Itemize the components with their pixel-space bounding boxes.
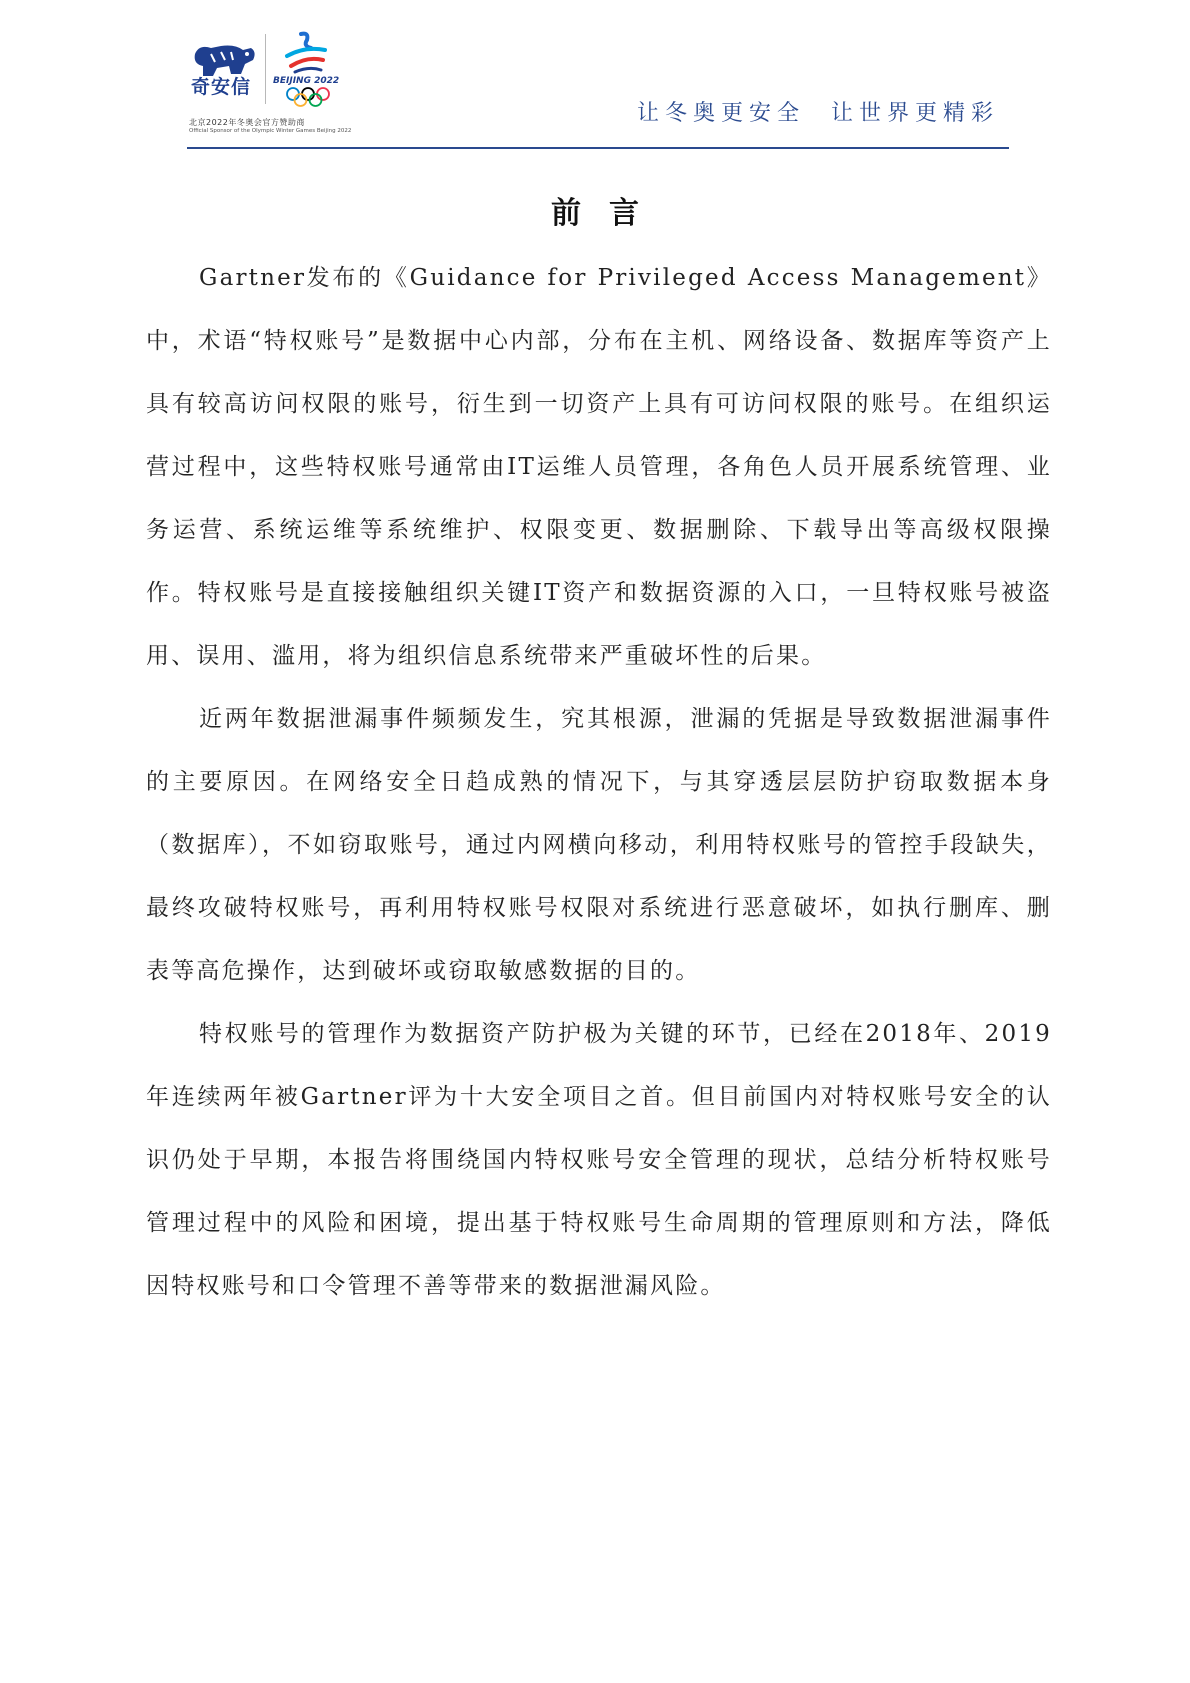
page-header (187, 28, 1009, 150)
header-slogan: 让冬奥更安全 让世界更精彩 (637, 101, 999, 126)
sponsor-caption-en: Official Sponsor of the Olympic Winter Games Beijing 2022 (189, 128, 352, 134)
beijing-2022-text: BEIJING 2022 (273, 76, 340, 86)
paragraph-2: 近两年数据泄漏事件频频发生，究其根源，泄漏的凭据是导致数据泄漏事件的主要原因。在网络安全日趋成熟的情况下，与其穿透层层防护窃取数据本身（数据库），不如窃取账号，通过内网横向移动，利用特权账号的管控手段缺失，最终攻破特权账号，再利用特权账号权限对系统进行恶意破坏，如执行删库、删表等高危操作，达到破坏或窃取敏感数据的目的。 (146, 706, 1052, 984)
header-divider (187, 147, 1009, 149)
olympic-rings-icon (285, 86, 331, 108)
qax-brand-name: 奇安信 (191, 76, 252, 98)
paragraph-1: Gartner发布的《Guidance for Privileged Access Management》中，术语“特权账号”是数据中心内部，分布在主机、网络设备、数据库等资产上具有较高访问权限的账号，衍生到一切资产上具有可访问权限的账号。在组织运营过程中，这些特权账号通常由IT运维人员管理，各角色人员开展系统管理、业务运营、系统运维等系统维护、权限变更、数据删除、下载导出等高级权限操作。特权账号是直接接触组织关键IT资产和数据资源的入口，一旦特权账号被盗用、误用、滥用，将为组织信息系统带来严重破坏性的后果。 (146, 265, 1052, 669)
logo-divider (265, 34, 266, 104)
sponsor-caption-cn: 北京2022年冬奥会官方赞助商 (189, 118, 305, 127)
page-title: 前言 (551, 196, 667, 231)
preface-body (146, 247, 1052, 1318)
sponsor-logo (187, 28, 357, 138)
beijing-2022-emblem-icon (275, 30, 337, 78)
paragraph-3: 特权账号的管理作为数据资产防护极为关键的环节，已经在2018年、2019年连续两年被Gartner评为十大安全项目之首。但目前国内对特权账号安全的认识仍处于早期，本报告将围绕国内特权账号安全管理的现状，总结分析特权账号管理过程中的风险和困境，提出基于特权账号生命周期的管理原则和方法，降低因特权账号和口令管理不善等带来的数据泄漏风险。 (146, 1021, 1052, 1299)
